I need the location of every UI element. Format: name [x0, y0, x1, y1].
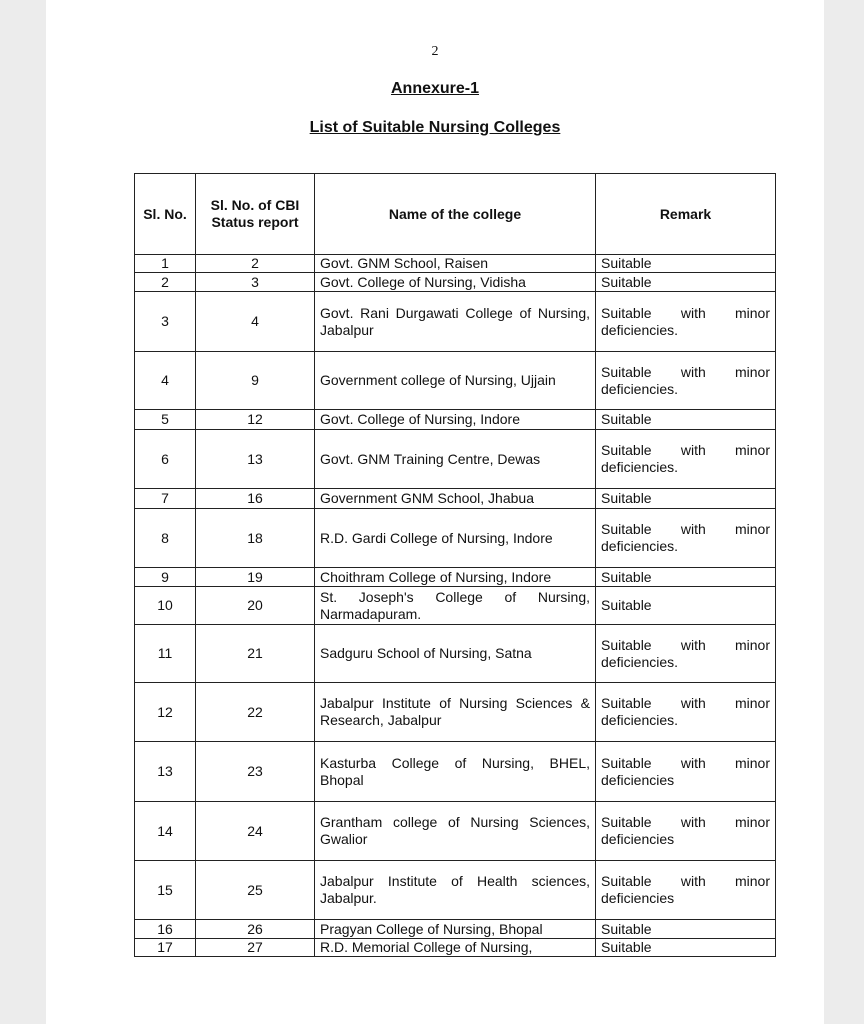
cbi-cell: 2 — [196, 255, 315, 273]
cbi-cell: 13 — [196, 430, 315, 489]
table-row — [135, 352, 776, 410]
college-name-cell: Government college of Nursing, Ujjain — [315, 352, 596, 410]
college-name-cell: Jabalpur Institute of Nursing Sciences & Research, Jabalpur — [315, 683, 596, 742]
sl-cell: 2 — [135, 273, 196, 292]
table-body — [135, 255, 776, 957]
table-row — [135, 430, 776, 489]
college-name-cell: Pragyan College of Nursing, Bhopal — [315, 920, 596, 939]
table-row — [135, 568, 776, 587]
list-title: List of Suitable Nursing Colleges — [309, 119, 561, 136]
cbi-cell: 21 — [196, 625, 315, 683]
header-remark: Remark — [596, 174, 776, 255]
cbi-cell: 27 — [196, 939, 315, 957]
sl-cell: 8 — [135, 509, 196, 568]
college-name-cell: Kasturba College of Nursing, BHEL, Bhopal — [315, 742, 596, 802]
header-college-name: Name of the college — [315, 174, 596, 255]
table-row — [135, 939, 776, 957]
cbi-cell: 9 — [196, 352, 315, 410]
cbi-cell: 26 — [196, 920, 315, 939]
college-name-cell: Choithram College of Nursing, Indore — [315, 568, 596, 587]
remark-cell: Suitable — [596, 920, 776, 939]
college-name-cell: Govt. College of Nursing, Indore — [315, 410, 596, 430]
table-row — [135, 255, 776, 273]
remark-cell: Suitable — [596, 410, 776, 430]
table-row — [135, 742, 776, 802]
sl-cell: 16 — [135, 920, 196, 939]
remark-cell: Suitable — [596, 273, 776, 292]
sl-cell: 13 — [135, 742, 196, 802]
sl-cell: 14 — [135, 802, 196, 861]
college-name-cell: Government GNM School, Jhabua — [315, 489, 596, 509]
college-name-cell: Govt. Rani Durgawati College of Nursing, Jabalpur — [315, 292, 596, 352]
table-row — [135, 861, 776, 920]
college-name-cell: R.D. Memorial College of Nursing, — [315, 939, 596, 957]
table-row — [135, 273, 776, 292]
remark-cell: Suitable — [596, 489, 776, 509]
college-name-cell: St. Joseph's College of Nursing, Narmadapuram. — [315, 587, 596, 625]
table-row — [135, 292, 776, 352]
cbi-cell: 16 — [196, 489, 315, 509]
cbi-cell: 4 — [196, 292, 315, 352]
table-row — [135, 802, 776, 861]
remark-cell: Suitable with minor deficiencies — [596, 802, 776, 861]
remark-cell: Suitable with minor deficiencies — [596, 742, 776, 802]
remark-cell: Suitable with minor deficiencies. — [596, 352, 776, 410]
remark-cell: Suitable with minor deficiencies. — [596, 430, 776, 489]
cbi-cell: 19 — [196, 568, 315, 587]
page-number: 2 — [431, 44, 439, 59]
college-name-cell: Govt. GNM Training Centre, Dewas — [315, 430, 596, 489]
sl-cell: 9 — [135, 568, 196, 587]
sl-cell: 3 — [135, 292, 196, 352]
college-name-cell: Sadguru School of Nursing, Satna — [315, 625, 596, 683]
sl-cell: 15 — [135, 861, 196, 920]
sl-cell: 17 — [135, 939, 196, 957]
sl-cell: 7 — [135, 489, 196, 509]
table-row — [135, 587, 776, 625]
annexure-title: Annexure-1 — [390, 80, 480, 97]
remark-cell: Suitable with minor deficiencies. — [596, 625, 776, 683]
sl-cell: 10 — [135, 587, 196, 625]
college-name-cell: Jabalpur Institute of Health sciences, Jabalpur. — [315, 861, 596, 920]
sl-cell: 1 — [135, 255, 196, 273]
college-name-cell: Grantham college of Nursing Sciences, Gwalior — [315, 802, 596, 861]
remark-cell: Suitable with minor deficiencies. — [596, 509, 776, 568]
remark-cell: Suitable with minor deficiencies. — [596, 292, 776, 352]
table-row — [135, 625, 776, 683]
remark-cell: Suitable — [596, 939, 776, 957]
cbi-cell: 20 — [196, 587, 315, 625]
table-header-row — [135, 174, 776, 255]
remark-cell: Suitable with minor deficiencies — [596, 861, 776, 920]
college-name-cell: Govt. GNM School, Raisen — [315, 255, 596, 273]
college-name-cell: Govt. College of Nursing, Vidisha — [315, 273, 596, 292]
table-row — [135, 410, 776, 430]
sl-cell: 5 — [135, 410, 196, 430]
remark-cell: Suitable — [596, 587, 776, 625]
colleges-table — [134, 173, 776, 957]
table-row — [135, 683, 776, 742]
remark-cell: Suitable — [596, 568, 776, 587]
cbi-cell: 18 — [196, 509, 315, 568]
remark-cell: Suitable — [596, 255, 776, 273]
table-row — [135, 920, 776, 939]
college-name-cell: R.D. Gardi College of Nursing, Indore — [315, 509, 596, 568]
sl-cell: 12 — [135, 683, 196, 742]
table-row — [135, 489, 776, 509]
remark-cell: Suitable with minor deficiencies. — [596, 683, 776, 742]
header-sl-no: Sl. No. — [135, 174, 196, 255]
sl-cell: 11 — [135, 625, 196, 683]
sl-cell: 6 — [135, 430, 196, 489]
cbi-cell: 23 — [196, 742, 315, 802]
cbi-cell: 22 — [196, 683, 315, 742]
cbi-cell: 12 — [196, 410, 315, 430]
document-page — [46, 0, 824, 1024]
cbi-cell: 25 — [196, 861, 315, 920]
header-cbi-sl-no: Sl. No. of CBI Status report — [196, 174, 315, 255]
table-row — [135, 509, 776, 568]
sl-cell: 4 — [135, 352, 196, 410]
cbi-cell: 3 — [196, 273, 315, 292]
cbi-cell: 24 — [196, 802, 315, 861]
